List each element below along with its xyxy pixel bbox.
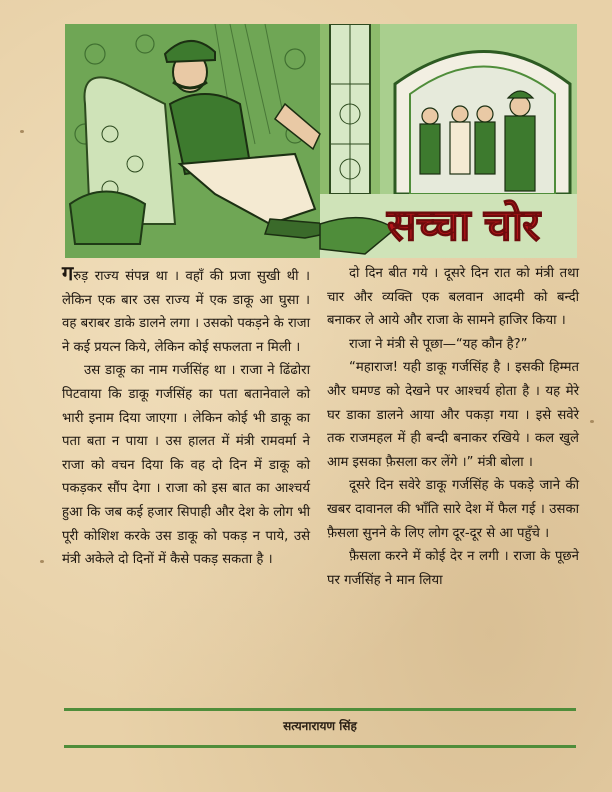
paragraph-3: दो दिन बीत गये । दूसरे दिन रात को मंत्री तथा चार और व्यक्ति एक बलवान आदमी को बन्दी बनाकर ले आये और राजा के सामने हाजिर किया । (327, 266, 579, 329)
paragraph-2: उस डाकू का नाम गर्जसिंह था । राजा ने ढिंढोरा पिटवाया कि डाकू गर्जसिंह का पता बतानेवाले को भारी इनाम दिया जाएगा । लेकिन कोई भी डाकू का पता बता न पाया । उस हालत में मंत्री रामवर्मा ने राजा को वचन दिया कि वह दो दिन में डाकू को पकड़कर सौंप देगा । राजा को इस बात का आश्चर्य हुआ कि जब कई हजार सिपाही और देश के लोग भी पूरी कोशिश करके उस डाकू को पकड़ न पाये, उसे मंत्री अकेले दो दिनों में कैसे पकड़ सकता है । (62, 363, 310, 568)
right-column (327, 262, 579, 592)
paper-speck (40, 560, 44, 563)
divider-bottom (64, 745, 576, 748)
story-title: सच्चा चोर (386, 200, 540, 251)
paragraph-1-text: रुड़ राज्य संपन्न था । वहाँ की प्रजा सुखी थी । लेकिन एक बार उस राज्य में एक डाकू आ घुसा । वह बराबर डाके डालने लगा । उसको पकड़ने के राजा ने कई प्रयत्न किये, लेकिन कोई सफलता न मिली । (62, 269, 310, 355)
left-column (62, 262, 310, 572)
paragraph-1 (62, 262, 310, 359)
dropcap: ग (62, 261, 74, 285)
paragraph-4: राजा ने मंत्री से पूछा—“यह कौन है?” (349, 336, 528, 352)
paper-speck (590, 420, 594, 423)
paragraph-5: “महाराज! यही डाकू गर्जसिंह है । इसकी हिम्मत और घमण्ड को देखने पर आश्चर्य होता है । यह मेरे घर डाका डालने आया और पकड़ा गया । इसे सवेरे तक राजमहल में ही बन्दी बनाकर रखिये । कल खुले आम इसका फ़ैसला कर लेंगे ।” मंत्री बोला । (327, 360, 579, 470)
divider-top (64, 708, 576, 711)
paragraph-7: फ़ैसला करने में कोई देर न लगी । राजा के पूछने पर गर्जसिंह ने मान लिया (327, 549, 579, 588)
paper-speck (20, 130, 24, 133)
paragraph-6: दूसरे दिन सवेरे डाकू गर्जसिंह के पकड़े जाने की खबर दावानल की भाँति सारे देश में फैल गई । उसका फ़ैसला सुनने के लिए लोग दूर-दूर से आ पहुँचे । (327, 478, 579, 541)
author-name: सत्यनारायण सिंह (283, 719, 357, 733)
